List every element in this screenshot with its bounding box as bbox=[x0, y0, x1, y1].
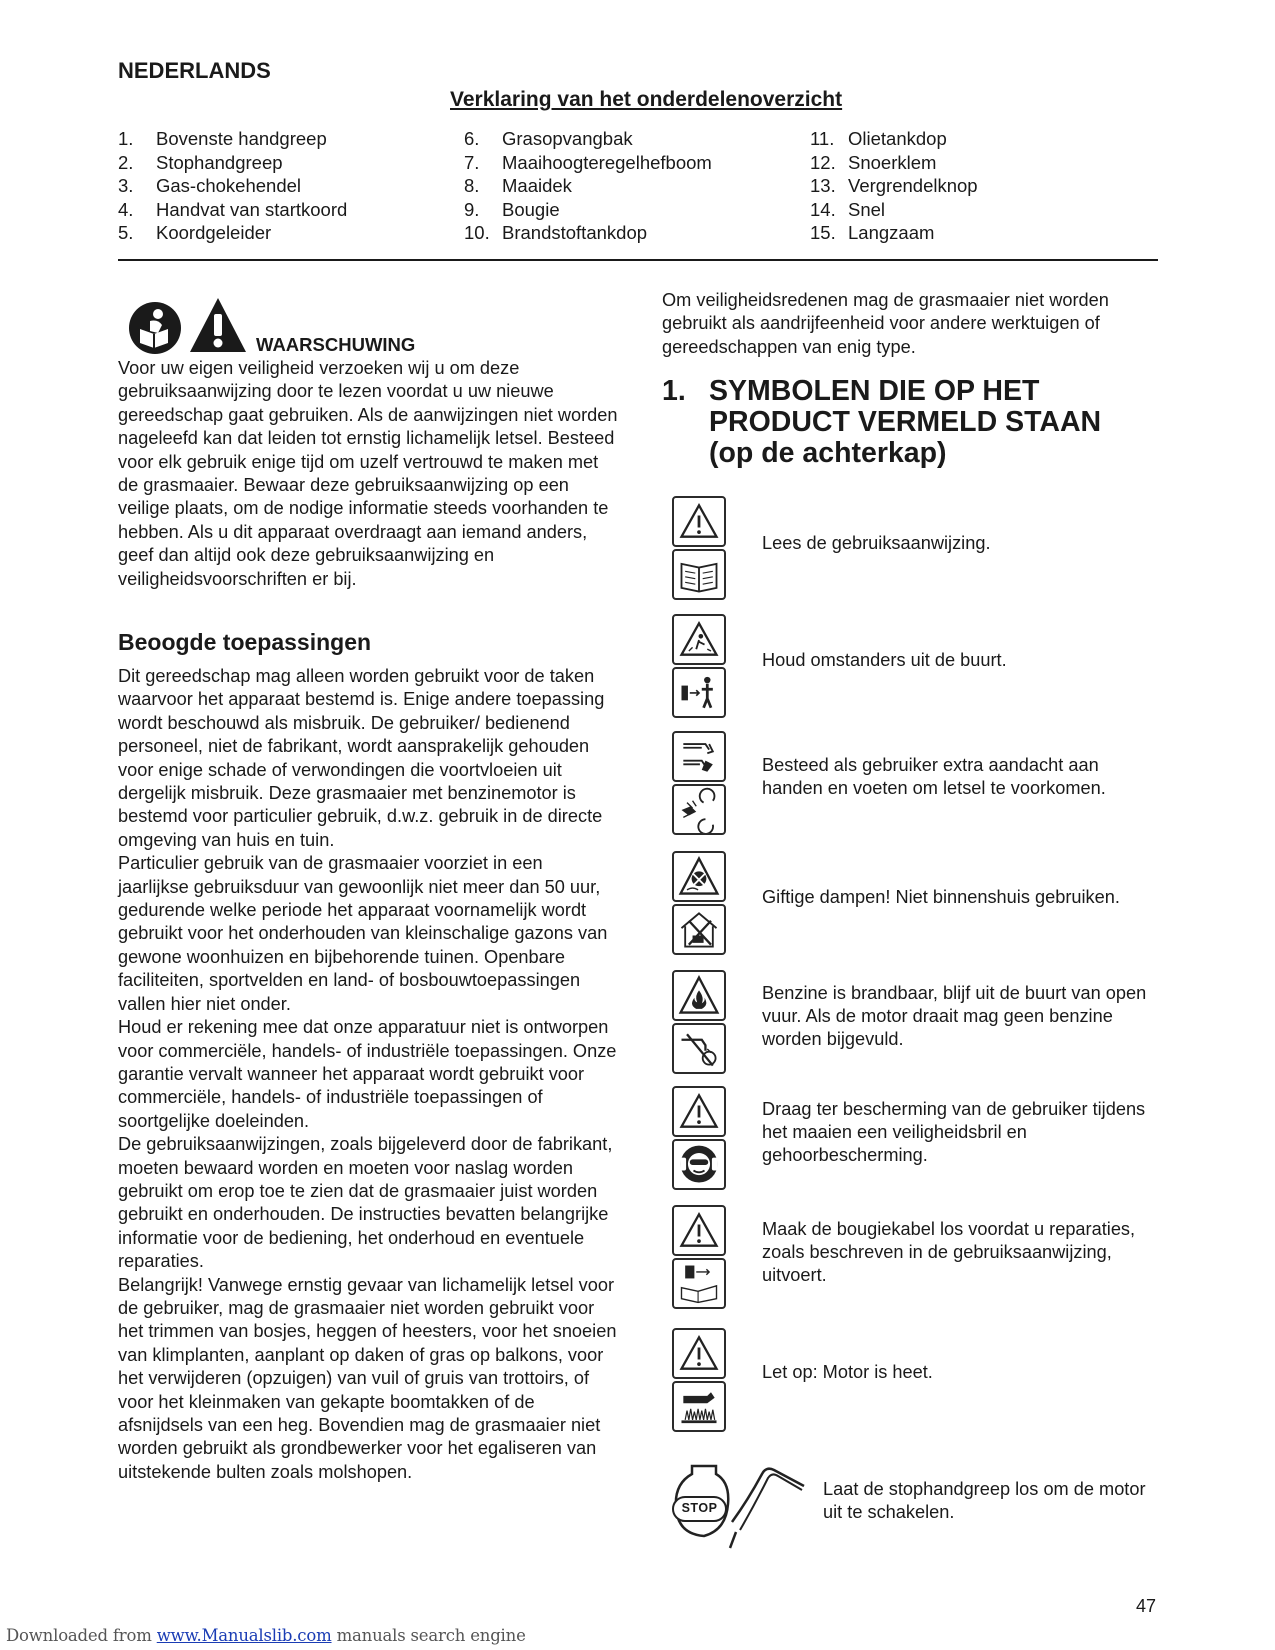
intended-use-paragraph: Dit gereedschap mag alleen worden gebruikt voor de taken waarvoor het apparaat bestemd is. Enige andere toepassing wordt beschouwd als misbruik. De gebruiker/ bedienend personeel, niet de fabrikant, wordt aansprakelijk gehouden voor enige schade of verwondingen die voortvloeien uit dergelijk misbruik. Deze grasmaaier met benzinemotor is bestemd voor particulier gebruik, d.w.z. gebruik in de directe omgeving van huis en tuin. bbox=[118, 666, 605, 850]
symbol-text: Lees de gebruiksaanwijzing. bbox=[762, 533, 991, 553]
part-item: 4. Handvat van startkoord bbox=[118, 198, 348, 220]
symbol-text: Houd omstanders uit de buurt. bbox=[762, 650, 1007, 670]
parts-legend-title: Verklaring van het onderdelenoverzicht bbox=[450, 88, 843, 111]
manualslib-link[interactable]: www.Manualslib.com bbox=[156, 1626, 332, 1645]
header-divider bbox=[118, 259, 1158, 261]
symbol-read-manual bbox=[672, 496, 728, 602]
warning-triangle-icon bbox=[672, 496, 726, 547]
symbol-protection bbox=[672, 1086, 728, 1192]
part-item: 10. Brandstoftankdop bbox=[464, 222, 648, 243]
intended-use-paragraph: Particulier gebruik van de grasmaaier voorziet in een jaarlijkse gebruiksduur van gewoonlijk niet meer dan 50 uur, gedurende welke periode het apparaat voornamelijk wordt gebruikt voor het onderhouden van kleinschalige gazons van gewone woonhuizen en bijbehorende tuinen. Openbare faciliteiten, sportvelden en land- of bosbouwtoepassingen vallen hier niet onder. bbox=[118, 853, 608, 1014]
symbol-text: Let op: Motor is heet. bbox=[762, 1362, 933, 1382]
open-book-icon bbox=[672, 549, 726, 600]
part-item: 9. Bougie bbox=[464, 198, 560, 220]
hand-blade-icon bbox=[672, 731, 726, 782]
part-item: 15. Langzaam bbox=[810, 222, 935, 243]
no-indoor-use-icon bbox=[672, 904, 726, 955]
no-refuel-running-icon bbox=[672, 1023, 726, 1074]
part-item: 14. Snel bbox=[810, 198, 886, 220]
part-item: 1. Bovenste handgreep bbox=[118, 128, 327, 149]
symbol-spark-plug bbox=[672, 1205, 728, 1311]
symbol-flammable-fuel bbox=[672, 970, 728, 1076]
right-intro-text: Om veiligheidsredenen mag de grasmaaier niet worden gebruikt als aandrijfeenheid voor andere werktuigen of gereedschappen van enig type. bbox=[662, 290, 1109, 357]
bystander-distance-icon bbox=[672, 667, 726, 718]
part-item: 12. Snoerklem bbox=[810, 151, 937, 173]
intended-use-paragraph: Belangrijk! Vanwege ernstig gevaar van lichamelijk letsel voor de gebruiker, mag de grasmaaier niet worden gebruikt voor het trimmen van bosjes, heggen of heesters, voor het snoeien van klimplanten, aanplant op daken of gras op balkons, voor het verwijderen (opzuigen) van vuil of gruis van trottoirs, of voor het kleinmaken van gekapte boomtakken of de afsnijdsels van een heg. Bovendien mag de grasmaaier niet worden gebruikt als grondbewerker voor het egaliseren van uitstekende bulten zoals molshopen. bbox=[118, 1274, 617, 1482]
toxic-fumes-icon bbox=[672, 851, 726, 902]
symbols-section-heading: 1. SYMBOLEN DIE OP HET PRODUCT VERMELD STAAN (op de achterkap) bbox=[662, 375, 1102, 469]
warning-label: WAARSCHUWING bbox=[256, 334, 416, 355]
part-item: 3. Gas-chokehendel bbox=[118, 175, 302, 196]
intended-use-paragraph: De gebruiksaanwijzingen, zoals bijgeleverd door de fabrikant, moeten bewaard worden en moeten voor naslag worden gebruikt om erop toe te zien dat de grasmaaier juist worden gebruikt en onderhouden. De instructies bevatten belangrijke informatie voor de bediening, het onderhoud en eventuele reparaties. bbox=[118, 1134, 613, 1272]
symbol-toxic-fumes bbox=[672, 851, 728, 957]
intended-use-body bbox=[118, 665, 618, 1484]
disconnect-spark-plug-icon bbox=[672, 1258, 726, 1309]
symbol-hands-feet bbox=[672, 731, 728, 837]
warning-triangle-icon bbox=[672, 1328, 726, 1379]
download-footer: Downloaded from www.Manualslib.com manuals search engine bbox=[6, 1626, 526, 1645]
part-item: 7. Maaihoogteregelhefboom bbox=[464, 151, 712, 173]
stop-handle-icon bbox=[670, 1460, 820, 1552]
symbol-text: Benzine is brandbaar, blijf uit de buurt van open vuur. Als de motor draait mag geen benzine worden bijgevuld. bbox=[762, 983, 1147, 1049]
stop-symbol-text: Laat de stophandgreep los om de motor uit te schakelen. bbox=[823, 1479, 1146, 1522]
parts-legend bbox=[118, 127, 1158, 247]
foot-blade-icon bbox=[672, 784, 726, 835]
flying-debris-icon bbox=[672, 614, 726, 665]
symbol-text: Besteed als gebruiker extra aandacht aan handen en voeten om letsel te voorkomen. bbox=[762, 755, 1106, 798]
part-item: 5. Koordgeleider bbox=[118, 222, 272, 243]
part-item: 2. Stophandgreep bbox=[118, 151, 283, 173]
intended-use-heading: Beoogde toepassingen bbox=[118, 629, 372, 655]
warning-triangle-icon bbox=[188, 296, 248, 354]
symbol-hot-surface bbox=[672, 1328, 728, 1434]
warning-text: Voor uw eigen veiligheid verzoeken wij u om deze gebruiksaanwijzing door te lezen voordat u uw nieuwe gereedschap gaat gebruiken. Als de aanwijzingen niet worden nageleefd kan dat leiden tot ernstig lichamelijk letsel. Besteed voor elk gebruik enige tijd om uzelf vertrouwd te maken met de grasmaaier. Bewaar deze gebruiksaanwijzing op een veilige plaats, om de nodige informatie steeds voorhanden te hebben. Als u dit apparaat overdraagt aan iemand anders, geef dan altijd ook deze gebruiksaanwijzing en veiligheidsvoorschriften er bij. bbox=[118, 358, 618, 589]
warning-triangle-icon bbox=[672, 1086, 726, 1137]
read-manual-icon bbox=[128, 301, 182, 355]
part-item: 8. Maaidek bbox=[464, 175, 572, 196]
hot-surface-icon bbox=[672, 1381, 726, 1432]
intended-use-paragraph: Houd er rekening mee dat onze apparatuur niet is ontworpen voor commerciële, handels- of industriële toepassingen. Onze garantie vervalt wanneer het apparaat wordt gebruikt voor commerciële, handels- of industriële toepassingen of soortgelijke doeleinden. bbox=[118, 1017, 617, 1131]
eye-ear-protection-icon bbox=[672, 1139, 726, 1190]
part-item: 11. Olietankdop bbox=[810, 128, 947, 149]
flammable-icon bbox=[672, 970, 726, 1021]
symbol-text: Draag ter bescherming van de gebruiker tijdens het maaien een veiligheidsbril en gehoorbescherming. bbox=[762, 1099, 1146, 1165]
symbol-text: Maak de bougiekabel los voordat u reparaties, zoals beschreven in de gebruiksaanwijzing, uitvoert. bbox=[762, 1219, 1136, 1285]
part-item: 6. Grasopvangbak bbox=[464, 128, 633, 149]
part-item: 13. Vergrendelknop bbox=[810, 175, 978, 196]
symbol-text: Giftige dampen! Niet binnenshuis gebruiken. bbox=[762, 887, 1120, 907]
symbol-keep-bystanders-away bbox=[672, 614, 728, 720]
page-number: 47 bbox=[1136, 1596, 1157, 1616]
warning-triangle-icon bbox=[672, 1205, 726, 1256]
stop-label: STOP bbox=[672, 1496, 727, 1522]
language-heading: NEDERLANDS bbox=[118, 58, 271, 83]
